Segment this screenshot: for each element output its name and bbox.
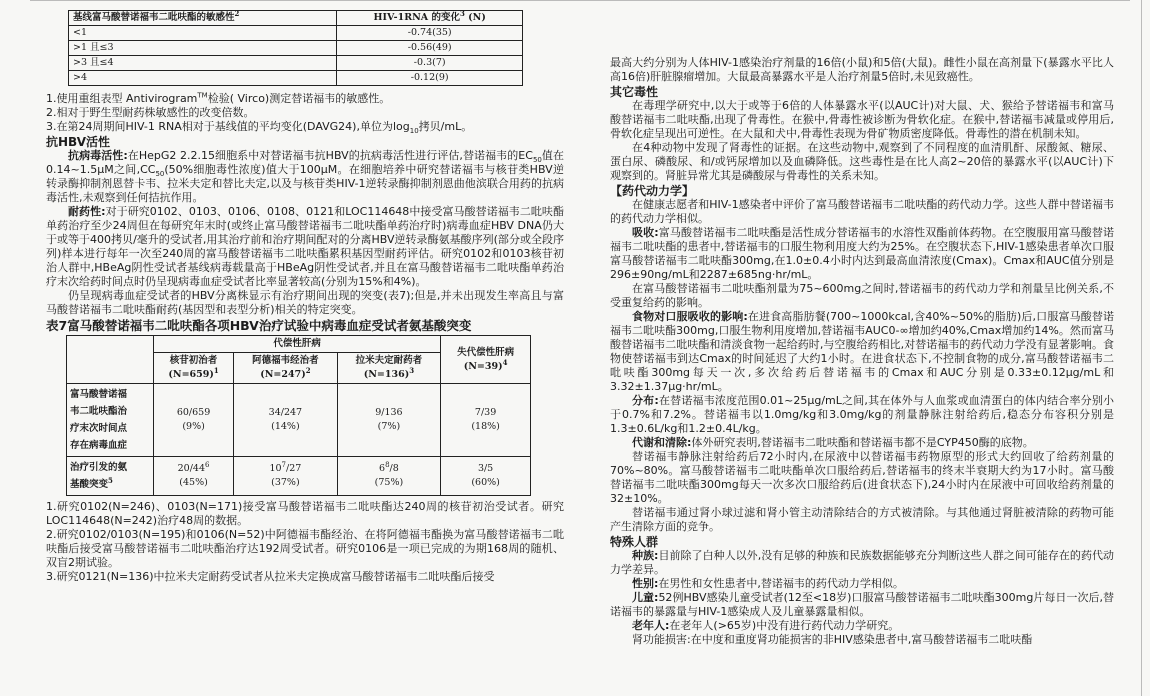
para-carcinogenicity: 最高大约分别为人体HIV-1感染治疗剂量的16倍(小鼠)和5倍(大鼠)。雌性小鼠在高剂量下(暴露水平比人高16倍)肝脏腺瘤增加。大鼠最高暴露水平是人治疗剂量5倍时,未见致癌性。: [610, 56, 1114, 83]
col-n: (N=247): [260, 369, 306, 380]
race-text: 目前除了白种人以外,没有足够的种族和民族数据能够充分判断这些人群之间可能存在的药代动力学差异。: [610, 549, 1114, 576]
col-name: 阿德福韦经治者: [252, 355, 319, 366]
sensitivity-table: [68, 10, 523, 86]
para-race: [610, 549, 1114, 577]
row-value: -0.56(49): [337, 41, 523, 56]
table7-col4-header: [441, 336, 531, 384]
cell-count: 20/44: [177, 463, 206, 474]
table7-col1-header: [154, 353, 234, 384]
cell-count-rest: /27: [286, 463, 302, 474]
cell-percent: (60%): [471, 477, 500, 488]
table-cell: [337, 457, 441, 496]
cell-percent: (75%): [374, 477, 404, 488]
heading-special-populations: 特殊人群: [610, 535, 659, 549]
metabolism-head: 代谢和清除:: [632, 436, 692, 449]
cell-sup: 7: [281, 460, 287, 469]
heading-other-toxicity: 其它毒性: [610, 85, 659, 99]
row-header-line: 富马酸替诺福: [70, 389, 128, 400]
table-cell: [441, 457, 531, 496]
antiviral-text-2: 值在0.14~1.5μM之间,CC: [46, 149, 564, 176]
row-header-line: 韦二吡呋酯治: [70, 406, 128, 417]
table-cell: [234, 384, 338, 457]
resistance-head: 耐药性:: [68, 205, 106, 218]
table-row: [69, 56, 523, 71]
para-food-effect: [610, 310, 1114, 394]
row-header-sup: 5: [108, 475, 113, 485]
right-column: [610, 56, 1114, 647]
col-name: 核苷初治者: [169, 355, 218, 366]
table7-title: 表7富马酸替诺福韦二吡呋酯各项HBV治疗试验中病毒血症受试者氨基酸突变: [46, 318, 472, 333]
note-1: [46, 92, 564, 106]
resistance-text: 对于研究0102、0103、0106、0108、0121和LOC114648中接受富马酸替诺福韦二吡呋酯单药治疗至少24周但在每研究年末时(或终止富马酸替诺福韦二吡呋酯单药治疗时)病毒血症HBV DNA仍大于或等于400拷贝/毫升的受试者,用其治疗前和治疗期间配对的分离HBV逆转录酶氨基酸序列(部分或全段序列)样本进行每年一次至240周的富马酸替诺福韦二吡呋酯累积基因型耐药评估。研究0102和0103核苷初治人群中,HBeAg阴性受试者基线病毒载量高于HBeAg阴性受试者,并且在富马酸替诺福韦二吡呋酯单药治疗末次给药时间点时仍呈现病毒血症受试者比率显著较高(分别为15%和4%)。: [46, 205, 564, 288]
cell-count: 9/136: [375, 407, 403, 418]
para-metabolism: [610, 436, 1114, 450]
cell-percent: (37%): [271, 477, 300, 488]
geriatric-text: 在老年人(>65岁)中没有进行药代动力学研究。: [669, 619, 900, 632]
note-3-a: 3.在第24周期间HIV-1 RNA相对于基线值的平均变化(DAVG24),单位为log: [46, 120, 410, 133]
cell-percent: (7%): [377, 421, 401, 432]
food-head: 食物对口服吸收的影响:: [632, 310, 748, 323]
row-label: <1: [69, 26, 337, 41]
table-cell: [154, 384, 234, 457]
para-renal-toxicity: 在4种动物中发现了肾毒性的证据。在这些动物中,观察到了不同程度的血清肌酐、尿酸氮、糖尿、蛋白尿、磷酸尿、和/或钙尿增加以及血磷降低。这些毒性是在比人高2~20倍的暴露水平(以AUC计)下观察到的。肾脏异常尤其是磷酸尿与骨毒性的关系未知。: [610, 141, 1114, 182]
footnote-2: 2.研究0102/0103(N=195)和0106(N=52)中阿德福韦酯经治、在将阿德福韦酯换为富马酸替诺福韦二吡呋酯后接受富马酸替诺福韦二吡呋酯治疗达192周受试者。研究0106是一项已完成的为期168周的随机、双盲2期试验。: [46, 528, 564, 569]
gender-text: 在男性和女性患者中,替诺福韦的药代动力学相似。: [658, 577, 904, 590]
note-2: 2.相对于野生型耐药株敏感性的改变倍数。: [46, 106, 255, 119]
cell-percent: (18%): [471, 421, 500, 432]
col2-text: HIV-1RNA 的变化: [373, 12, 460, 23]
table7-group-header: 代偿性肝病: [154, 336, 441, 353]
row-header-line: 治疗引发的氨: [70, 462, 128, 473]
para-distribution: [610, 394, 1114, 436]
cell-count-rest: /8: [389, 463, 399, 474]
table-cell: [441, 384, 531, 457]
table7-corner: [67, 336, 154, 384]
sensitivity-col1-header: [69, 8, 337, 26]
cell-count: 34/247: [268, 407, 303, 418]
col-sup: 4: [502, 357, 508, 367]
sensitivity-table-header: [69, 11, 523, 26]
note-3-sub: 10: [409, 127, 419, 136]
col2-suffix: (N): [464, 12, 486, 23]
para-pk-intro: 在健康志愿者和HIV-1感染者中评价了富马酸替诺福韦二吡呋酯的药代动力学。这些人群中替诺福韦的药代动力学相似。: [610, 198, 1114, 225]
table-cell: [154, 457, 234, 496]
table-row: [69, 41, 523, 56]
para-renal-clearance: 替诺福韦通过肾小球过滤和肾小管主动清除结合的方式被清除。与其他通过肾脏被清除的药物可能产生清除方面的竞争。: [610, 506, 1114, 533]
cell-count: 60/659: [176, 407, 211, 418]
note-3-b: 拷贝/mL。: [418, 120, 473, 133]
col-name: 失代偿性肝病: [457, 346, 515, 358]
para-bone-toxicity: 在毒理学研究中,以大于或等于6倍的人体暴露水平(以AUC计)对大鼠、犬、猴给予替诺福韦和富马酸替诺福韦二吡呋酯,出现了骨毒性。在猴中,骨毒性被诊断为骨软化症。在猴中,替诺福韦减量或停用后,骨软化症呈现出可逆性。在大鼠和犬中,骨毒性表现为骨矿物质密度降低。骨毒性的潜在机制未知。: [610, 99, 1114, 140]
col1-sup: 2: [234, 8, 240, 18]
col-sup: 2: [305, 365, 311, 375]
pediatric-head: 儿童:: [632, 591, 659, 604]
cell-sup: 6: [205, 460, 210, 469]
col1-text: 基线富马酸替诺福韦二吡呋酯的敏感性: [73, 12, 235, 23]
distribution-text: 在替诺福韦浓度范围0.01~25μg/mL之间,其在体外与人血浆或血清蛋白的体内结合率分别小于0.7%和7.2%。替诺福韦以1.0mg/kg和3.0mg/kg的剂量静脉注射给药后,稳态分布容积分别是1.3±0.6L/kg和1.2±0.4L/kg。: [610, 394, 1115, 435]
table-cell: [234, 457, 338, 496]
row-header-viremia: [67, 384, 154, 457]
para-absorption-2: 在富马酸替诺福韦二吡呋酯剂量为75~600mg之间时,替诺福韦的药代动力学和剂量呈比例关系,不受重复给药的影响。: [610, 282, 1114, 309]
tm-mark: TM: [197, 91, 208, 100]
para-absorption: [610, 226, 1114, 282]
antiviral-text-1: 在HepG2 2.2.15细胞系中对替诺福韦抗HBV的抗病毒活性进行评估,替诺福韦的EC: [127, 149, 533, 162]
para-resistance-2: 仍呈现病毒血症受试者的HBV分离株显示有治疗期间出现的突变(表7);但是,并未出现发生率高且与富马酸替诺福韦二吡呋酯耐药(基因型和表型分析)相关的特定突变。: [46, 289, 564, 316]
cell-count: 10: [269, 463, 282, 474]
metabolism-text: 体外研究表明,替诺福韦二吡呋酯和替诺福韦都不是CYP450酶的底物。: [691, 436, 1034, 449]
food-text: 在进食高脂肪餐(700~1000kcal,含40%~50%的脂肪)后,口服富马酸替诺福韦二吡呋酯300mg,口服生物利用度增加,替诺福韦AUC0-∞增加约40%,Cmax增加约14%。然而富马酸替诺福韦二吡呋酯和清淡食物一起给药时,与空腹给药相比,对替诺福韦的药代动力学没有显著影响。食物使替诺福韦到达Cmax的时间延迟了大约1小时。在进食状态下,不控制食物的成分,富马酸替诺福韦二吡呋酯300mg每天一次,多次给药后替诺福韦的Cmax和AUC分别是0.33±0.12μg/mL和3.32±1.37μg·hr/mL。: [610, 310, 1114, 393]
left-column: [46, 0, 564, 584]
distribution-head: 分布:: [632, 394, 659, 407]
heading-anti-hbv: 抗HBV活性: [46, 135, 110, 149]
cell-percent: (14%): [271, 421, 300, 432]
geriatric-head: 老年人:: [632, 619, 670, 632]
table7-col2-header: [234, 353, 338, 384]
footnote-3: 3.研究0121(N=136)中拉米夫定耐药受试者从拉米夫定换成富马酸替诺福韦二吡呋酯后接受: [46, 570, 495, 583]
cell-sup: 8: [385, 460, 390, 469]
absorption-text: 富马酸替诺福韦二吡呋酯是活性成分替诺福韦的水溶性双酯前体药物。在空腹服用富马酸替诺福韦二吡呋酯的患者中,替诺福韦的口服生物利用度大约为25%。在空腹状态下,HIV-1感染患者单次口服富马酸替诺福韦二吡呋酯300mg,在1.0±0.4小时内达到最高血清浓度(Cmax)。Cmax和AUC值分别是296±90ng/mL和2287±685ng·hr/mL。: [610, 226, 1115, 281]
col-sup: 1: [213, 365, 219, 375]
table-cell: [337, 384, 441, 457]
cell-count: 3/5: [477, 463, 494, 474]
antiviral-head: 抗病毒活性:: [68, 149, 128, 162]
row-header-line: 基酸突变: [70, 479, 109, 490]
cell-percent: (45%): [179, 477, 208, 488]
cell-percent: (9%): [182, 421, 205, 432]
para-gender: [610, 577, 1114, 591]
para-resistance: [46, 205, 564, 289]
table7-group-row: [67, 336, 531, 353]
cell-count: 6: [379, 463, 386, 474]
table-row: [69, 71, 523, 86]
para-renal-impairment: 肾功能损害:在中度和重度肾功能损害的非HIV感染患者中,富马酸替诺福韦二吡呋酯: [632, 633, 1033, 646]
table7: [66, 335, 531, 496]
row-value: -0.3(7): [337, 56, 523, 71]
note-1-b: 检验( Virco)测定替诺福韦的敏感性。: [207, 92, 391, 105]
row-label: >1 且≤3: [69, 41, 337, 56]
table-row: [67, 384, 531, 457]
col-sup: 3: [409, 365, 415, 375]
col-n: (N=659): [168, 369, 214, 380]
col-n: (N=39): [463, 360, 503, 372]
row-value: -0.12(9): [337, 71, 523, 86]
note-3: [46, 120, 564, 134]
table-row: [67, 457, 531, 496]
table-row: [69, 26, 523, 41]
col2-sup: 3: [459, 8, 465, 18]
row-label: >4: [69, 71, 337, 86]
race-head: 种族:: [632, 549, 659, 562]
para-geriatric: [610, 619, 1114, 633]
cc50-sub: 50: [155, 170, 165, 179]
sensitivity-col2-header: [337, 8, 523, 26]
cell-count: 7/39: [474, 407, 497, 418]
table7-col3-header: [337, 353, 441, 384]
heading-pharmacokinetics: 【药代动力学】: [610, 184, 695, 198]
row-header-line: 存在病毒血症: [70, 440, 128, 451]
row-label: >3 且≤4: [69, 56, 337, 71]
col-n: (N=136): [363, 369, 410, 380]
pediatric-text: 52例HBV感染儿童受试者(12至<18岁)口服富马酸替诺福韦二吡呋酯300mg片每日一次后,替诺福韦的暴露量与HIV-1感染成人及儿童暴露量相似。: [610, 591, 1114, 618]
row-value: -0.74(35): [337, 26, 523, 41]
note-1-a: 1.使用重组表型 Antivirogram: [46, 92, 198, 105]
para-elimination: 替诺福韦静脉注射给药后72小时内,在尿液中以替诺福韦药物原型的形式大约回收了给药剂量的70%~80%。富马酸替诺福韦二吡呋酯单次口服给药后,替诺福韦的终末半衰期大约为17小时。富马酸替诺福韦二吡呋酯300mg每天一次多次口服给药后(进食状态下),24小时内在尿液中可回收给药剂量的32±10%。: [610, 450, 1114, 505]
footnote-1: 1.研究0102(N=246)、0103(N=171)接受富马酸替诺福韦二吡呋酯达240周的核苷初治受试者。研究LOC114648(N=242)治疗48周的数据。: [46, 500, 564, 527]
ec50-sub: 50: [532, 156, 542, 165]
antiviral-text-3: (50%细胞毒性浓度)值大于100μM。在细胞培养中研究替诺福韦与核苷类HBV逆转录酶抑制剂恩替卡韦、拉米夫定和替比夫定,以及与核苷类HIV-1逆转录酶抑制剂恩曲他滨联合用药的抗病毒活性,未观察到任何拮抗作用。: [46, 163, 564, 204]
row-header-line: 疗末次时间点: [70, 423, 128, 434]
col-name: 拉米夫定耐药者: [355, 355, 423, 366]
para-antiviral: [46, 149, 564, 205]
para-pediatric: [610, 591, 1114, 619]
right-rule: [1141, 0, 1142, 696]
absorption-head: 吸收:: [632, 226, 659, 239]
gender-head: 性别:: [632, 577, 659, 590]
row-header-mutation: [67, 457, 154, 496]
